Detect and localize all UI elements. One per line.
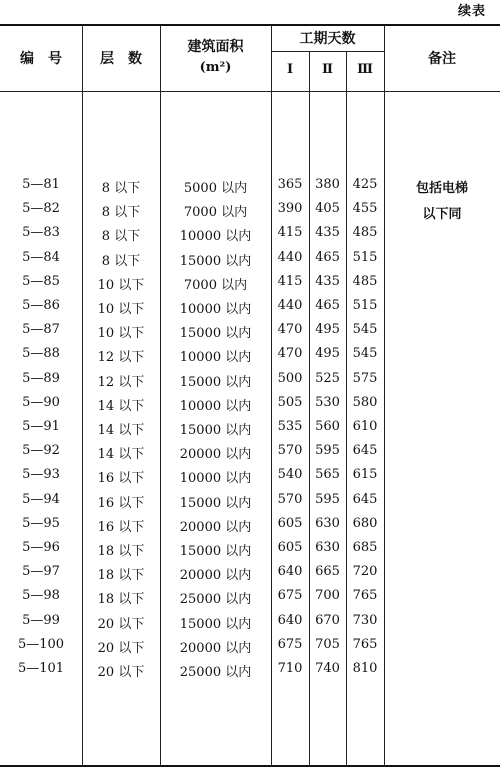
cell-d2: 495 bbox=[315, 322, 340, 338]
cell-d3: 765 bbox=[352, 636, 378, 652]
cell-floors: 12 以下 bbox=[97, 350, 145, 366]
cell-d1: 390 bbox=[277, 201, 303, 217]
cell-area: 20000 以内 bbox=[179, 447, 252, 463]
cell-d2: 435 bbox=[315, 273, 340, 289]
header-zone-1: Ⅰ bbox=[286, 62, 294, 77]
remark-line: 以下同 bbox=[422, 207, 462, 222]
cell-area: 5000 以内 bbox=[183, 181, 248, 196]
header-area: 建筑面积 bbox=[187, 39, 244, 55]
cell-code: 5—85 bbox=[22, 273, 60, 289]
cell-d2: 405 bbox=[315, 201, 340, 217]
cell-floors: 20 以下 bbox=[97, 616, 145, 632]
cell-area: 25000 以内 bbox=[179, 592, 252, 608]
cell-d1: 365 bbox=[277, 177, 303, 192]
cell-d3: 615 bbox=[352, 467, 378, 483]
cell-d2: 465 bbox=[315, 298, 340, 313]
cell-code: 5—88 bbox=[22, 346, 60, 362]
cell-floors: 8 以下 bbox=[101, 181, 141, 196]
cell-code: 5—86 bbox=[22, 298, 60, 313]
table-top-rule bbox=[0, 24, 500, 26]
cell-area: 15000 以内 bbox=[179, 423, 252, 438]
header-floors: 层 数 bbox=[100, 51, 142, 67]
cell-d2: 435 bbox=[315, 225, 340, 241]
cell-floors: 14 以下 bbox=[97, 447, 145, 463]
cell-area: 10000 以内 bbox=[179, 398, 252, 414]
header-zone-3: Ⅲ bbox=[357, 62, 373, 77]
cell-area: 15000 以内 bbox=[179, 616, 252, 632]
cell-d3: 545 bbox=[352, 322, 378, 338]
cell-d1: 440 bbox=[277, 298, 303, 313]
cell-code: 5—84 bbox=[22, 249, 60, 265]
cell-d3: 730 bbox=[352, 612, 378, 628]
cell-floors: 8 以下 bbox=[101, 253, 141, 269]
cell-d2: 465 bbox=[315, 249, 340, 265]
cell-area: 10000 以内 bbox=[179, 229, 252, 245]
cell-floors: 16 以下 bbox=[97, 495, 145, 511]
remark-line: 包括电梯 bbox=[415, 181, 468, 196]
cell-code: 5—96 bbox=[22, 540, 60, 555]
cell-d1: 710 bbox=[277, 661, 303, 676]
cell-floors: 8 以下 bbox=[101, 205, 141, 221]
cell-code: 5—94 bbox=[22, 491, 60, 507]
cell-area: 20000 以内 bbox=[179, 568, 252, 584]
cell-floors: 16 以下 bbox=[97, 471, 145, 487]
cell-area: 7000 以内 bbox=[183, 205, 248, 221]
cell-d3: 485 bbox=[352, 273, 378, 289]
cell-d3: 545 bbox=[352, 346, 378, 362]
cell-floors: 20 以下 bbox=[97, 640, 145, 656]
cell-d3: 485 bbox=[352, 225, 378, 241]
cell-d2: 740 bbox=[315, 661, 340, 676]
cell-d3: 455 bbox=[352, 201, 378, 217]
cell-d2: 495 bbox=[315, 346, 340, 362]
cell-d1: 505 bbox=[277, 394, 303, 410]
cell-code: 5—100 bbox=[17, 636, 65, 652]
cell-d2: 560 bbox=[315, 419, 340, 434]
cell-d3: 720 bbox=[352, 564, 378, 580]
cell-d2: 530 bbox=[315, 394, 340, 410]
cell-code: 5—81 bbox=[22, 177, 60, 192]
cell-d1: 640 bbox=[277, 612, 303, 628]
cell-d1: 470 bbox=[277, 346, 303, 362]
cell-d3: 765 bbox=[352, 588, 378, 604]
cell-d3: 680 bbox=[352, 515, 378, 531]
cell-area: 15000 以内 bbox=[179, 253, 252, 269]
cell-d2: 525 bbox=[315, 370, 340, 386]
header-zone-2: Ⅱ bbox=[322, 62, 333, 77]
cell-d2: 700 bbox=[315, 588, 340, 604]
cell-floors: 18 以下 bbox=[97, 592, 145, 608]
cell-d3: 810 bbox=[352, 661, 378, 676]
cell-d1: 640 bbox=[277, 564, 303, 580]
header-code: 编 号 bbox=[20, 51, 62, 67]
cell-code: 5—99 bbox=[22, 612, 60, 628]
cell-area: 20000 以内 bbox=[179, 519, 252, 535]
cell-floors: 18 以下 bbox=[97, 544, 145, 559]
cell-d3: 685 bbox=[352, 540, 378, 555]
cell-d3: 515 bbox=[352, 298, 378, 313]
cell-floors: 20 以下 bbox=[97, 665, 145, 680]
cell-code: 5—98 bbox=[22, 588, 60, 604]
cell-d3: 515 bbox=[352, 249, 378, 265]
cell-code: 5—83 bbox=[22, 225, 60, 241]
cell-d3: 580 bbox=[352, 394, 378, 410]
cell-d1: 470 bbox=[277, 322, 303, 338]
cell-d1: 415 bbox=[277, 273, 303, 289]
cell-code: 5—92 bbox=[22, 443, 60, 459]
cell-d1: 675 bbox=[277, 636, 303, 652]
cell-area: 7000 以内 bbox=[183, 277, 248, 293]
header-remark: 备注 bbox=[428, 51, 456, 67]
cell-d1: 540 bbox=[277, 467, 303, 483]
cell-code: 5—91 bbox=[22, 419, 60, 434]
cell-floors: 16 以下 bbox=[97, 519, 145, 535]
table-bottom-rule bbox=[0, 765, 500, 767]
cell-floors: 18 以下 bbox=[97, 568, 145, 584]
cell-d1: 675 bbox=[277, 588, 303, 604]
cell-floors: 14 以下 bbox=[97, 423, 145, 438]
header-bottom-rule bbox=[0, 91, 500, 92]
header-area-unit: (m²) bbox=[199, 60, 232, 75]
cell-d1: 605 bbox=[277, 515, 303, 531]
cell-d3: 645 bbox=[352, 491, 378, 507]
cell-code: 5—90 bbox=[22, 394, 60, 410]
cell-area: 10000 以内 bbox=[179, 302, 252, 317]
cell-d1: 570 bbox=[277, 443, 303, 459]
cell-d1: 570 bbox=[277, 491, 303, 507]
cell-area: 20000 以内 bbox=[179, 640, 252, 656]
cell-d1: 415 bbox=[277, 225, 303, 241]
cell-floors: 10 以下 bbox=[97, 326, 145, 342]
cell-area: 10000 以内 bbox=[179, 471, 252, 487]
cell-d2: 630 bbox=[315, 540, 340, 555]
cell-d1: 605 bbox=[277, 540, 303, 555]
cell-d2: 595 bbox=[315, 443, 340, 459]
header-duration: 工期天数 bbox=[299, 31, 356, 47]
cell-d2: 665 bbox=[315, 564, 340, 580]
cell-d3: 645 bbox=[352, 443, 378, 459]
cell-floors: 12 以下 bbox=[97, 374, 145, 390]
duration-subheader-rule bbox=[271, 51, 384, 52]
cell-code: 5—93 bbox=[22, 467, 60, 483]
cell-floors: 14 以下 bbox=[97, 398, 145, 414]
cell-area: 15000 以内 bbox=[179, 326, 252, 342]
cell-floors: 10 以下 bbox=[97, 277, 145, 293]
cell-d1: 535 bbox=[277, 419, 303, 434]
cell-d2: 670 bbox=[315, 612, 340, 628]
cell-area: 15000 以内 bbox=[179, 495, 252, 511]
cell-d2: 705 bbox=[315, 636, 340, 652]
cell-floors: 8 以下 bbox=[101, 229, 141, 245]
cell-d3: 425 bbox=[352, 177, 378, 192]
cell-area: 15000 以内 bbox=[179, 374, 252, 390]
cell-d1: 440 bbox=[277, 249, 303, 265]
cell-code: 5—87 bbox=[22, 322, 60, 338]
cell-d2: 630 bbox=[315, 515, 340, 531]
cell-d3: 575 bbox=[352, 370, 378, 386]
cell-floors: 10 以下 bbox=[97, 302, 145, 317]
cell-d2: 380 bbox=[315, 177, 340, 192]
cell-code: 5—101 bbox=[17, 661, 65, 676]
cell-d3: 610 bbox=[352, 419, 378, 434]
column-divider bbox=[384, 25, 385, 766]
cell-area: 25000 以内 bbox=[179, 665, 252, 680]
cell-d2: 595 bbox=[315, 491, 340, 507]
cell-area: 10000 以内 bbox=[179, 350, 252, 366]
cell-area: 15000 以内 bbox=[179, 544, 252, 559]
cell-d2: 565 bbox=[315, 467, 340, 483]
cell-code: 5—95 bbox=[22, 515, 60, 531]
cell-code: 5—89 bbox=[22, 370, 60, 386]
continued-label: 续表 bbox=[457, 4, 486, 19]
cell-code: 5—82 bbox=[22, 201, 60, 217]
cell-d1: 500 bbox=[277, 370, 303, 386]
cell-code: 5—97 bbox=[22, 564, 60, 580]
